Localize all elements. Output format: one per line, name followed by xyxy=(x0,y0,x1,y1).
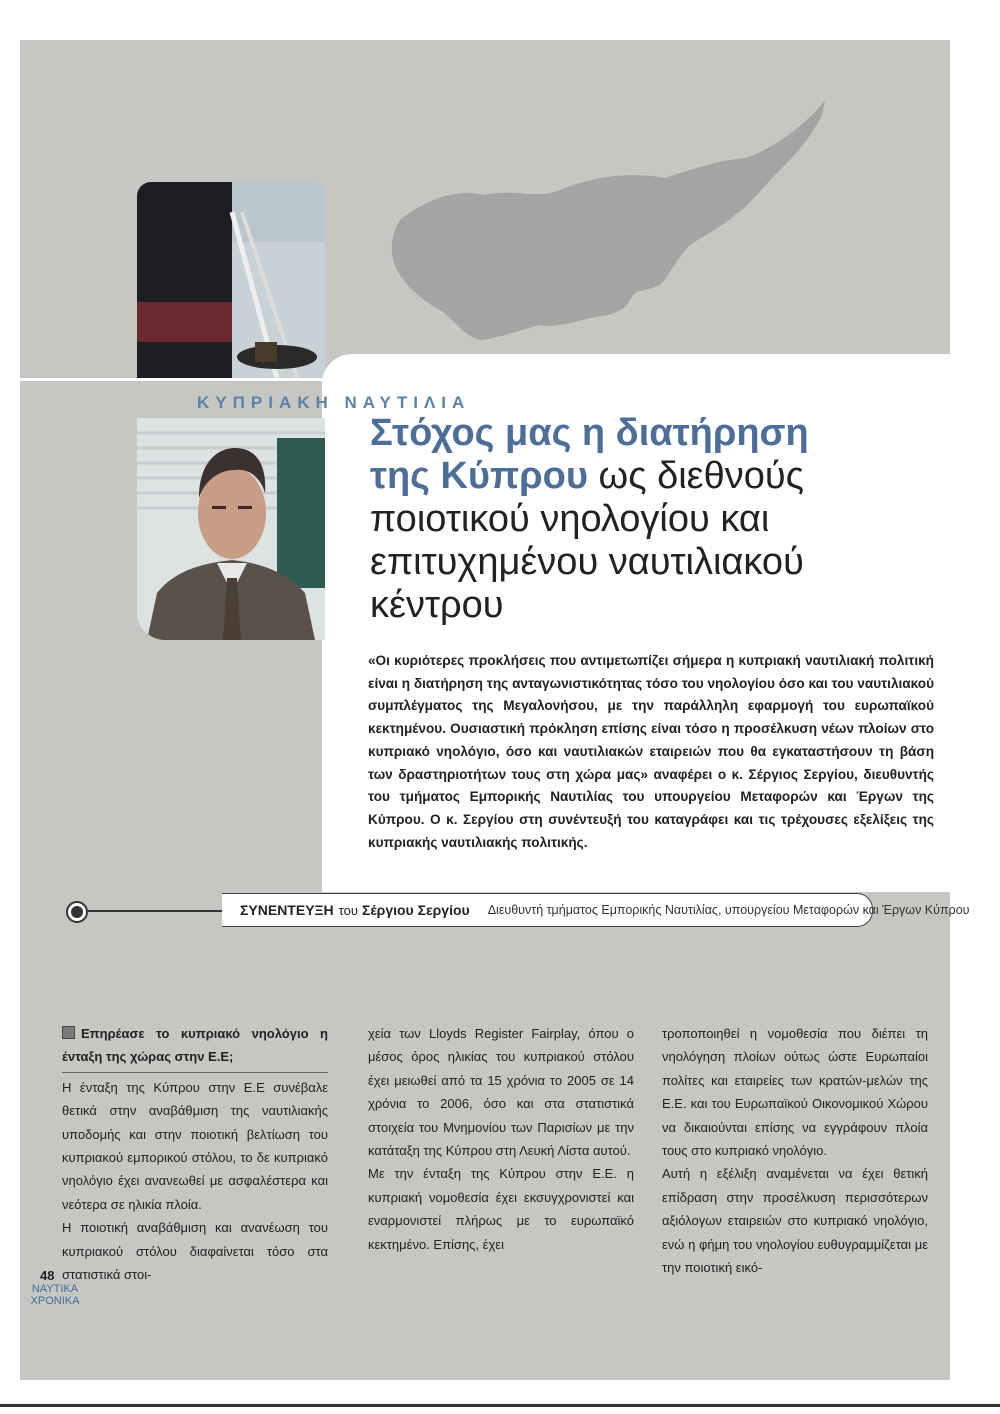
bottom-rule xyxy=(0,1404,1000,1407)
lead-paragraph: «Οι κυριότερες προκλήσεις που αντιμετωπίζει σήμερα η κυπριακή ναυτιλιακή πολιτική είναι η διατήρηση της ανταγωνιστικότητας τόσο του νηολογίου όσο και του ναυτιλιακού συμπλέγματος της Μεγαλονήσου, με την παράλληλη εφαρμογή του ευρωπαϊκού κεκτημένου. Ουσιαστική πρόκληση επίσης είναι τόσο η προσέλκυση νέων πλοίων στο κυπριακό νηολόγιο, όσο και ναυτιλιακών εταιρειών που θα εγκαταστήσουν τη βάση των δραστηριοτήτων τους στη χώρα μας» αναφέρει ο κ. Σέργιος Σεργίου, διευθυντής του τμήματος Εμπορικής Ναυτιλίας του υπουργείου Μεταφορών και Έργων της Κύπρου. Ο κ. Σεργίου στη συνέντευξή του καταγράφει και τις τρέχουσες εξελίξεις της κυπριακής ναυτιλιακής πολιτικής. xyxy=(368,653,934,850)
question-rule xyxy=(62,1072,328,1073)
interviewee-portrait xyxy=(137,418,325,640)
body-column-2 xyxy=(368,1022,634,1256)
ship-mooring-photo xyxy=(137,182,325,378)
headline-highlight: Στόχος μας η διατήρηση της Κύπρου xyxy=(370,412,809,497)
headline-rest: ως διεθνούς ποιοτικού νηολογίου και επιτυχημένου ναυτιλιακού κέντρου xyxy=(370,455,804,626)
body-paragraph: Αυτή η εξέλιξη αναμένεται να έχει θετική επίδραση στην προσέλκυση περισσότερων αξιόλογων εταιρειών στο κυπριακό νηολόγιο, ενώ η φήμη του νηολογίου ευθυγραμμίζεται με την ποιοτική εικό- xyxy=(662,1166,928,1276)
magazine-name-line1: ΝΑΥΤΙΚΑ xyxy=(31,1283,79,1295)
article-headline xyxy=(370,412,850,627)
magazine-name-line2: ΧΡΟΝΙΚΑ xyxy=(30,1295,80,1307)
magazine-name xyxy=(30,1283,80,1307)
question-text: Επηρέασε το κυπριακό νηολόγιο η ένταξη της χώρας στην Ε.Ε; xyxy=(62,1026,328,1065)
page-number: 48 xyxy=(40,1268,55,1283)
body-column-1 xyxy=(62,1022,328,1286)
body-column-3 xyxy=(662,1022,928,1279)
cyprus-map-graphic xyxy=(250,80,890,380)
byline-keyword: ΣΥΝΕΝΤΕΥΞΗ xyxy=(240,902,334,918)
body-paragraph: Η ένταξη της Κύπρου στην Ε.Ε συνέβαλε θετικά στην αναβάθμιση της ναυτιλιακής υποδομής και στην ποιοτική βελτίωση του κυπριακού εμπορικού στόλου, το δε κυπριακό νηολόγιο έχει ανανεωθεί με ασφαλέστερα και νεότερα σε ηλικία πλοία. xyxy=(62,1079,328,1212)
section-category: ΚΥΠΡΙΑΚΗ ΝΑΥΤΙΛΙΑ xyxy=(197,393,471,412)
byline-box xyxy=(222,893,970,927)
divider-line xyxy=(20,378,330,381)
byline-connector-line xyxy=(88,910,228,912)
body-paragraph: Με την ένταξη της Κύπρου στην Ε.Ε. η κυπριακή νομοθεσία έχει εκσυγχρονιστεί και εναρμονιστεί πλήρως με το ευρωπαϊκό κεκτημένο. Επίσης, έχει xyxy=(368,1166,634,1252)
interview-question xyxy=(62,1022,328,1069)
square-bullet-icon xyxy=(62,1026,75,1039)
byline-title: Διευθυντή τμήματος Εμπορικής Ναυτιλίας, υπουργείου Μεταφορών και Έργων Κύπρου xyxy=(487,903,970,917)
body-paragraph: τροποποιηθεί η νομοθεσία που διέπει τη νηολόγηση πλοίων ούτως ώστε Ευρωπαίοι πολίτες και εταιρείες των κρατών-μελών της Ε.Ε. και του Ευρωπαϊκού Οικονομικού Χώρου να δικαιούνται επίσης να εγγράφουν πλοία τους στο κυπριακό νηολόγιο. xyxy=(662,1026,928,1159)
byline-of: του xyxy=(338,902,358,918)
byline-name: Σέργιου Σεργίου xyxy=(361,902,470,918)
body-paragraph: χεία των Lloyds Register Fairplay, όπου ο μέσος όρος ηλικίας του κυπριακού στόλου έχει μειωθεί από τα 15 χρόνια το 2005 σε 14 χρόνια το 2006, όσο και στα στατιστικά στοιχεία του Μνημονίου των Παρισίων με την κατάταξη της Κύπρου στη Λευκή Λίστα αυτού. xyxy=(368,1026,634,1159)
byline xyxy=(62,893,970,929)
body-paragraph: Η ποιοτική αναβάθμιση και ανανέωση του κυπριακού στόλου διαφαίνεται τόσο στα στατιστικά στοι- xyxy=(62,1220,328,1283)
bullet-dot-icon xyxy=(71,906,83,918)
